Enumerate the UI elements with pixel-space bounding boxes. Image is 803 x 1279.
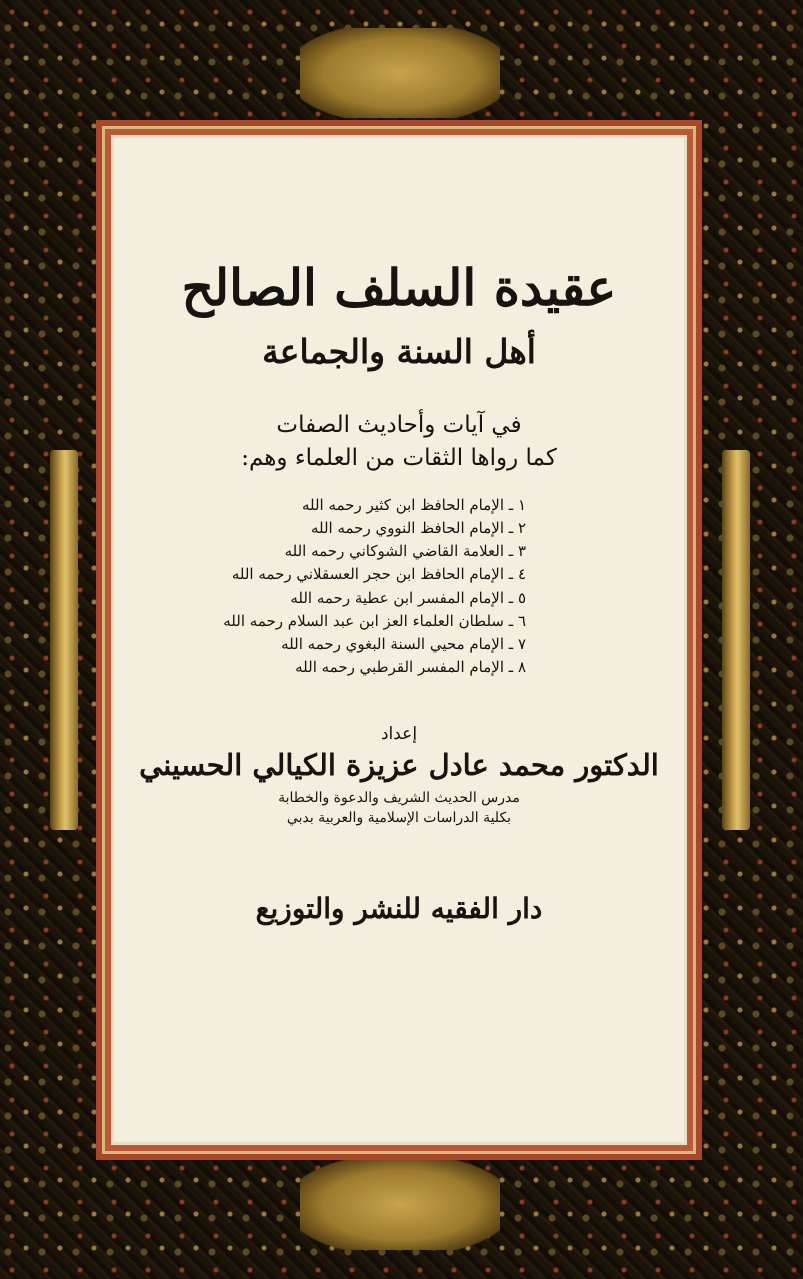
right-gold-bar-ornament [722,450,750,830]
scholar-item: ٦ ـ سلطان العلماء العز ابن عبد السلام رحمه الله [223,611,526,630]
affiliation-line-2: بكلية الدراسات الإسلامية والعربية بدبي [286,809,512,826]
scholar-item: ٨ ـ الإمام المفسر القرطبي رحمه الله [295,658,526,677]
author-affiliation [122,788,676,829]
intro-text [122,409,676,476]
affiliation-line-1: مدرس الحديث الشريف والدعوة والخطابة [278,789,520,806]
book-title: عقيدة السلف الصالح [181,258,617,317]
scholar-item: ٣ ـ العلامة القاضي الشوكاني رحمه الله [284,542,526,561]
top-ornament-medallion [300,28,500,118]
author-name: الدكتور محمد عادل عزيزة الكيالي الحسيني [139,747,659,782]
publisher-name: دار الفقيه للنشر والتوزيع [255,892,543,926]
scholar-item: ٤ ـ الإمام الحافظ ابن حجر العسقلاني رحمه الله [231,565,526,584]
scholars-list [122,494,526,680]
scholar-item: ٢ ـ الإمام الحافظ النووي رحمه الله [310,518,526,537]
scholar-item: ٧ ـ الإمام محيي السنة البغوي رحمه الله [281,635,526,654]
scholar-item: ٥ ـ الإمام المفسر ابن عطية رحمه الله [290,588,526,607]
book-subtitle: أهل السنة والجماعة [262,332,536,371]
title-page [122,146,676,1134]
intro-line-1: في آيات وأحاديث الصفات [276,412,522,438]
scholar-item: ١ ـ الإمام الحافظ ابن كثير رحمه الله [301,495,526,514]
left-gold-bar-ornament [50,450,78,830]
bottom-ornament-medallion [300,1160,500,1250]
prepared-by-label: إعداد [380,723,418,744]
title-frame [96,120,702,1160]
intro-line-2: كما رواها الثقات من العلماء وهم: [241,445,557,472]
